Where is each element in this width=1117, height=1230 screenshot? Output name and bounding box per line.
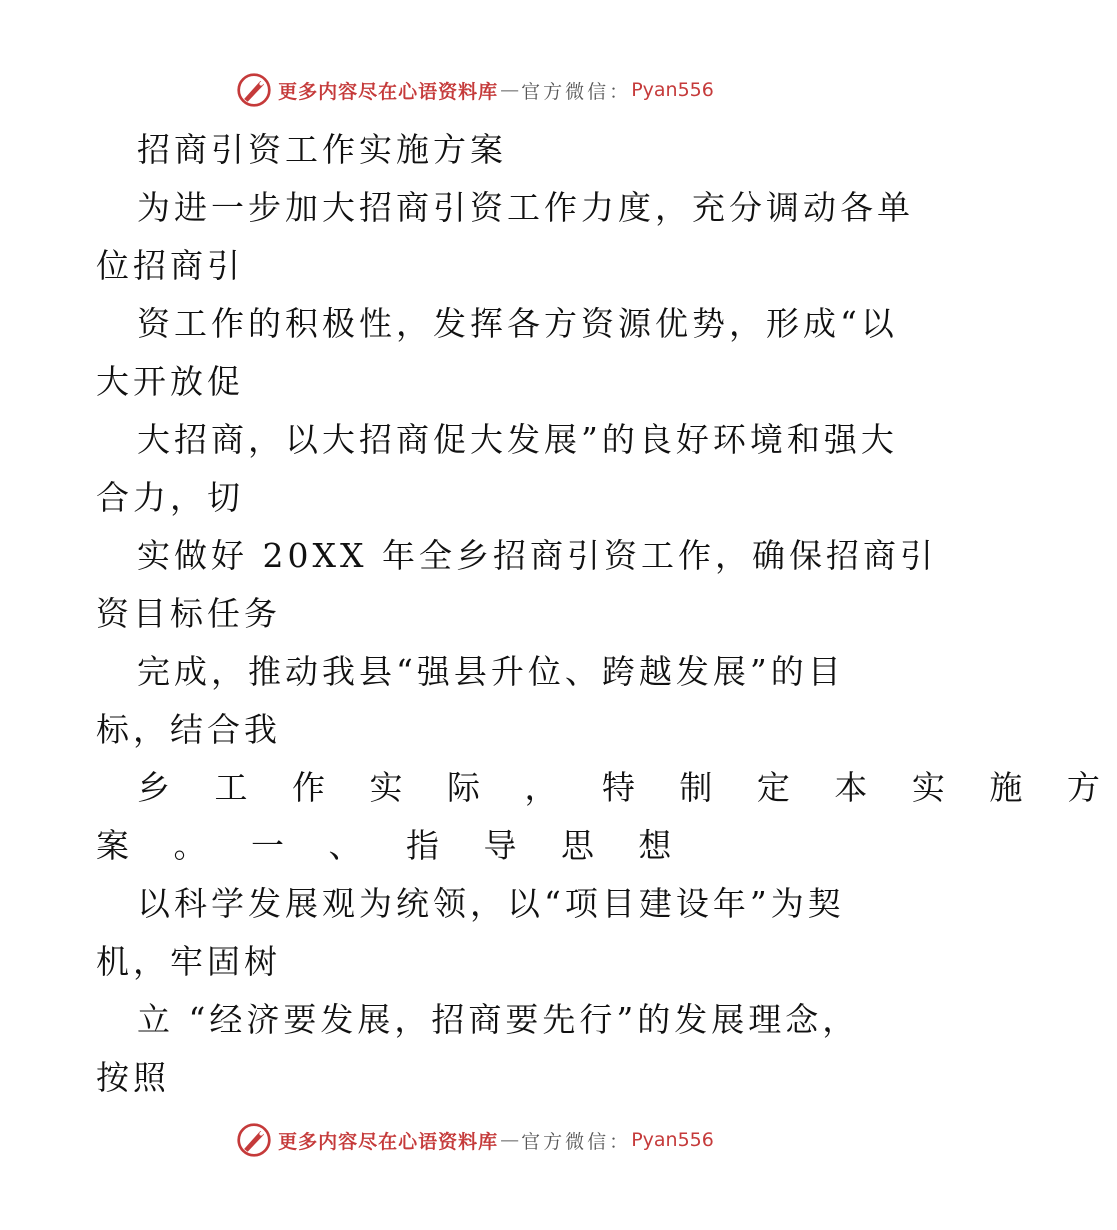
watermark-label: 官方微信： — [521, 80, 632, 103]
body-line: 立 “经济要发展，招商要先行”的发展理念， — [137, 1000, 860, 1039]
header-watermark — [0, 68, 950, 112]
body-line: 大开放促 — [96, 362, 244, 401]
body-line: 机，牢固树 — [96, 942, 281, 981]
watermark-wechat-id: Pyan556 — [631, 79, 714, 101]
watermark-separator: — — [500, 79, 520, 101]
body-line: 大招商，以大招商促大发展”的良好环境和强大 — [137, 420, 898, 459]
document-title: 招商引资工作实施方案 — [137, 130, 507, 169]
body-line: 标，结合我 — [96, 710, 281, 749]
body-line: 资目标任务 — [96, 594, 281, 633]
body-line: 合力，切 — [96, 478, 244, 517]
body-line: 乡 工 作 实 际 ， 特 制 定 本 实 施 方 — [137, 768, 1117, 807]
section-heading-line: 案 。 一 、 指 导 思 想 — [96, 826, 689, 865]
body-line: 为进一步加大招商引资工作力度，充分调动各单 — [137, 188, 914, 227]
body-line: 完成，推动我县“强县升位、跨越发展”的目 — [137, 652, 845, 691]
pen-nib-logo-icon — [236, 1122, 272, 1158]
footer-watermark — [0, 1118, 950, 1162]
body-line: 以科学发展观为统领，以“项目建设年”为契 — [137, 884, 845, 923]
body-line: 资工作的积极性，发挥各方资源优势，形成“以 — [137, 304, 898, 343]
watermark-label: 官方微信： — [521, 1130, 632, 1153]
watermark-brand: 更多内容尽在心语资料库 — [278, 80, 499, 103]
body-line: 位招商引 — [96, 246, 244, 285]
pen-nib-logo-icon — [236, 72, 272, 108]
body-line: 实做好 20XX 年全乡招商引资工作，确保招商引 — [137, 536, 937, 575]
body-line: 按照 — [96, 1058, 170, 1097]
watermark-brand: 更多内容尽在心语资料库 — [278, 1130, 499, 1153]
watermark-wechat-id: Pyan556 — [631, 1129, 714, 1151]
document-body — [96, 121, 1117, 1107]
watermark-separator: — — [500, 1129, 520, 1151]
